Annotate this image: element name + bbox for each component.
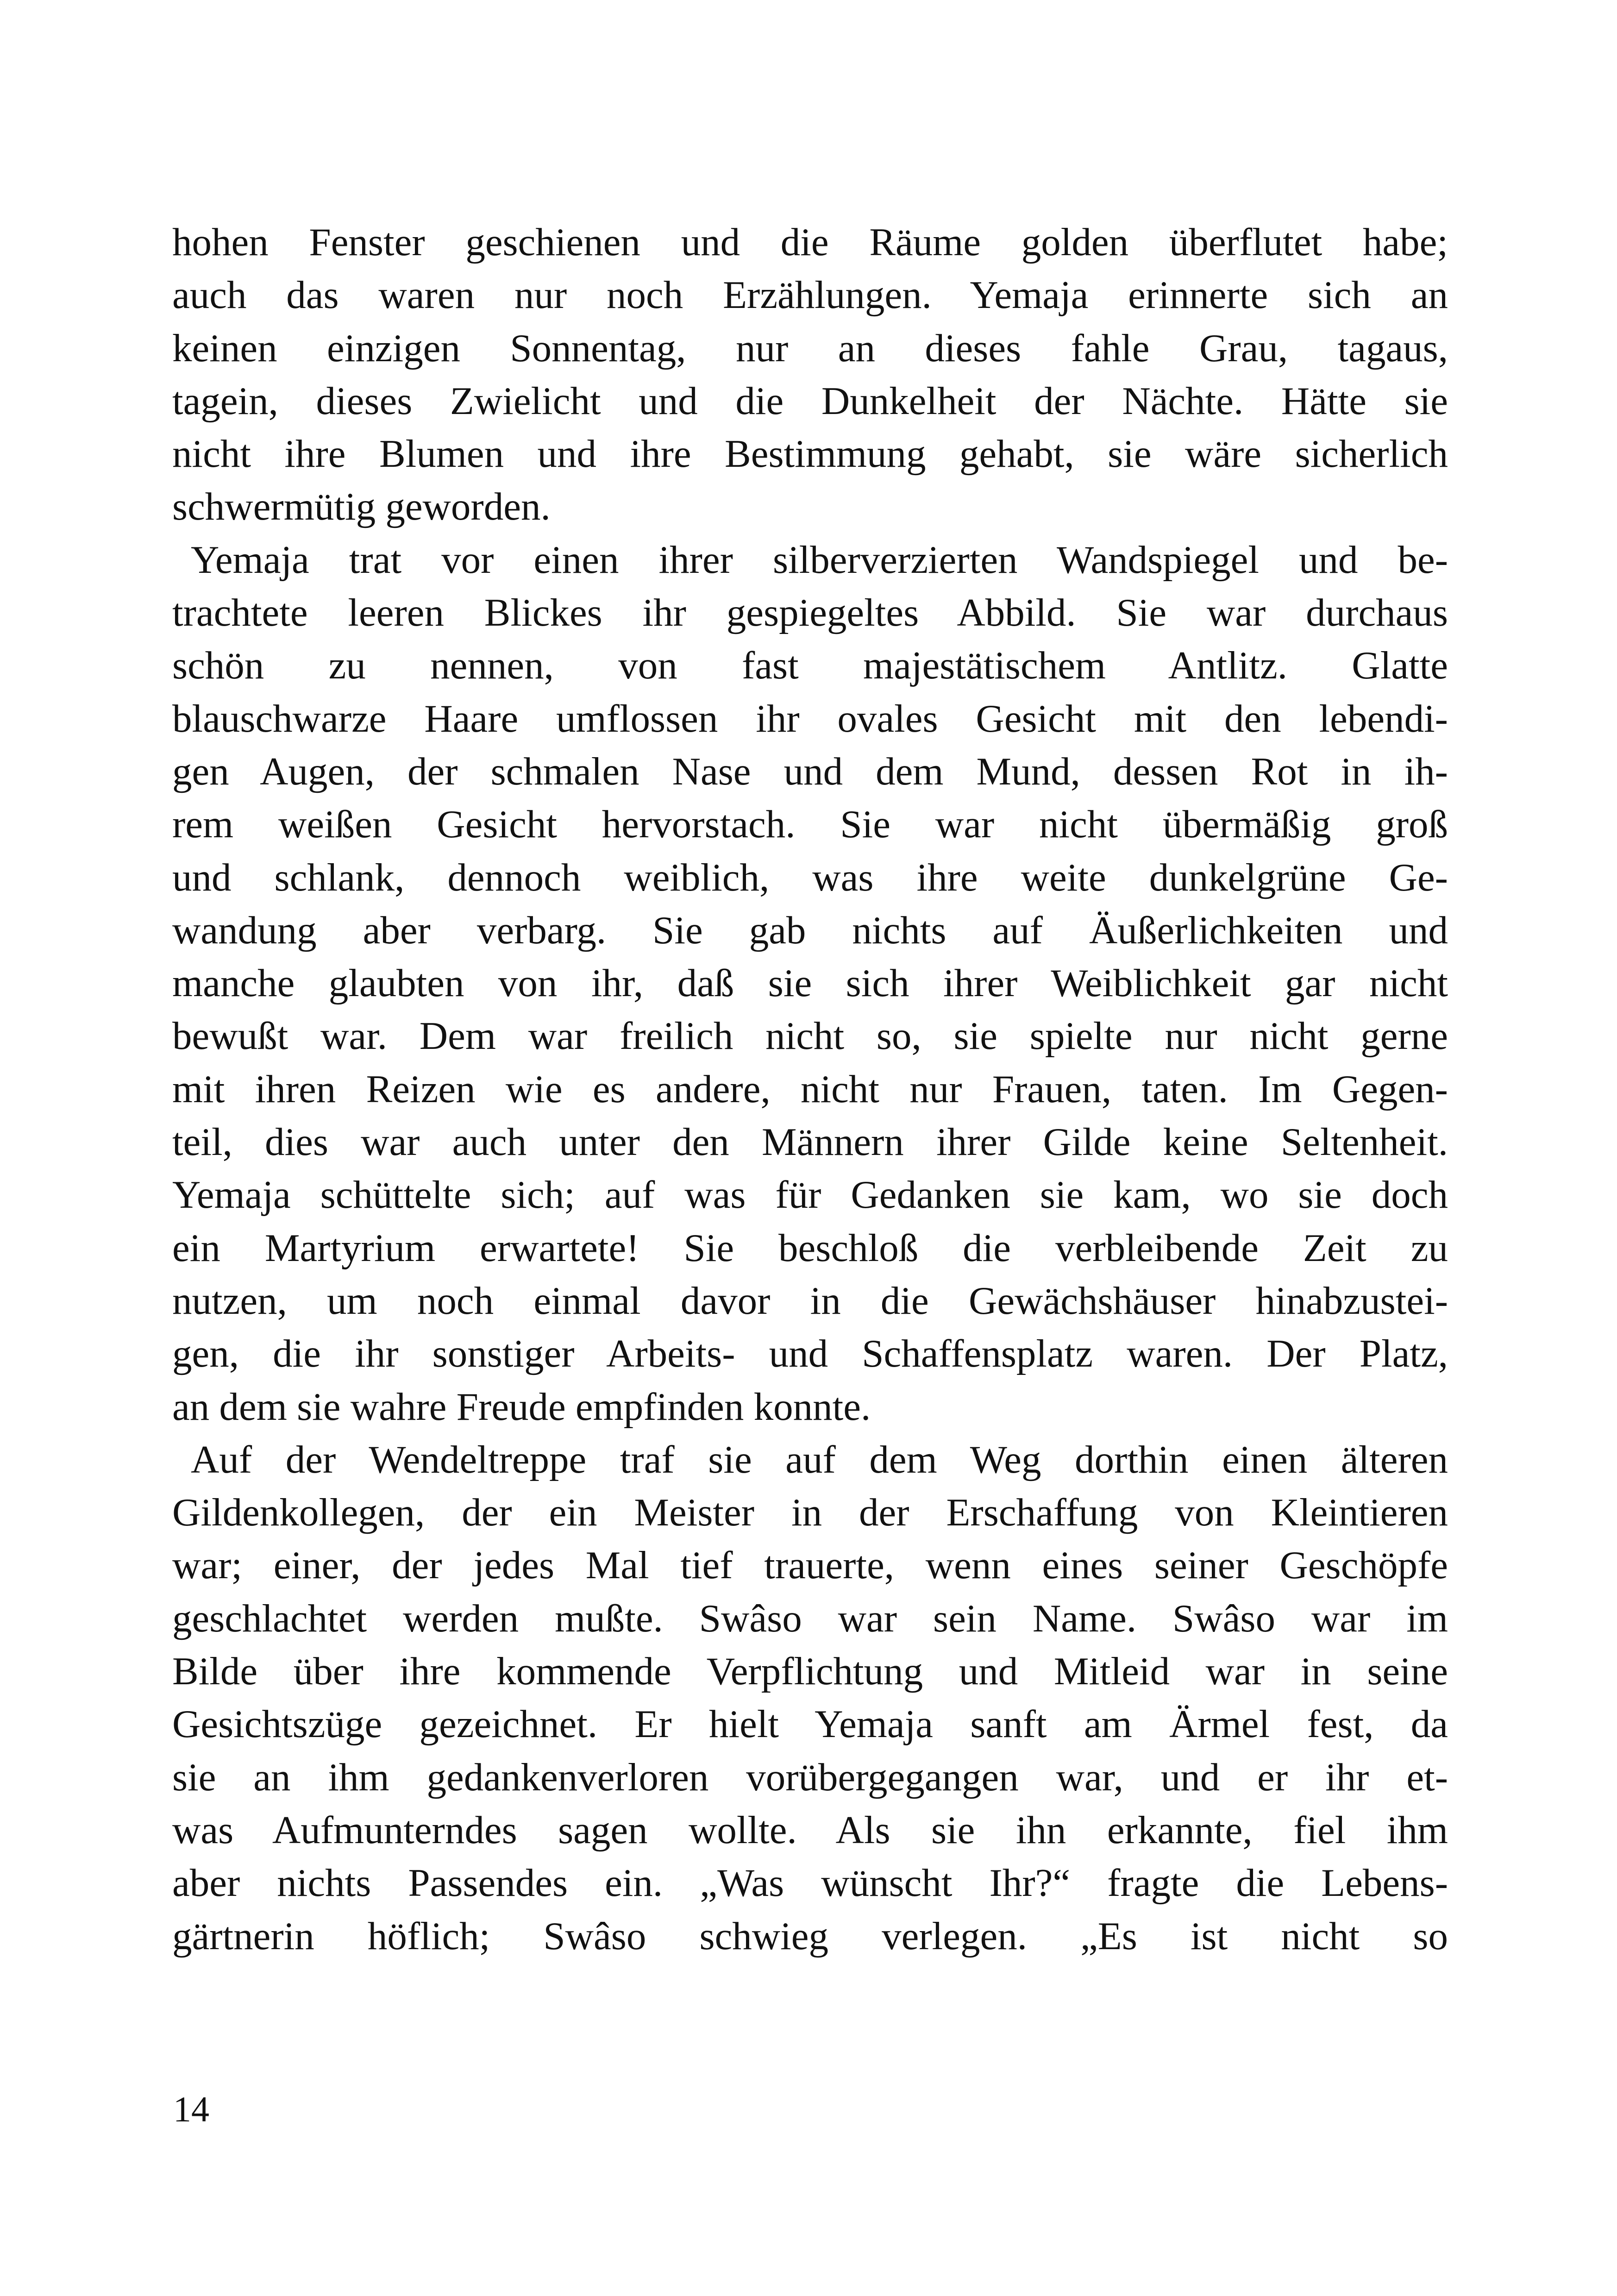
text-line: geschlachtet werden mußte. Swâso war sein Name. Swâso war im <box>172 1596 1448 1640</box>
text-line: gen, die ihr sonstiger Arbeits- und Schaffensplatz waren. Der Platz, <box>172 1332 1448 1376</box>
text-line: war; einer, der jedes Mal tief trauerte, wenn eines seiner Geschöpfe <box>172 1543 1448 1587</box>
text-line: schön zu nennen, von fast majestätischem Antlitz. Glatte <box>172 644 1448 688</box>
page-number: 14 <box>173 2089 209 2129</box>
text-line: teil, dies war auch unter den Männern ihrer Gilde keine Seltenheit. <box>172 1120 1448 1164</box>
text-line: wandung aber verbarg. Sie gab nichts auf Äußerlichkeiten und <box>172 908 1448 952</box>
text-line: trachtete leeren Blickes ihr gespiegeltes Abbild. Sie war durchaus <box>172 591 1448 635</box>
text-line: gen Augen, der schmalen Nase und dem Mund, dessen Rot in ih- <box>172 749 1448 793</box>
text-line: manche glaubten von ihr, daß sie sich ihrer Weiblichkeit gar nicht <box>172 961 1448 1005</box>
text-line: schwermütig geworden. <box>172 485 551 529</box>
text-line: tagein, dieses Zwielicht und die Dunkelheit der Nächte. Hätte sie <box>172 379 1448 423</box>
text-line: Yemaja trat vor einen ihrer silberverzierten Wandspiegel und be- <box>191 538 1448 582</box>
text-line: und schlank, dennoch weiblich, was ihre weite dunkelgrüne Ge- <box>172 855 1448 899</box>
text-line: Yemaja schüttelte sich; auf was für Gedanken sie kam, wo sie doch <box>172 1173 1448 1217</box>
text-line: auch das waren nur noch Erzählungen. Yemaja erinnerte sich an <box>172 273 1448 317</box>
body-text <box>172 216 1448 1963</box>
text-line: gärtnerin höflich; Swâso schwieg verlegen. „Es ist nicht so <box>172 1914 1448 1958</box>
text-line: an dem sie wahre Freude empfinden konnte. <box>172 1385 871 1429</box>
text-line: Bilde über ihre kommende Verpflichtung und Mitleid war in seine <box>172 1650 1448 1694</box>
text-line: nutzen, um noch einmal davor in die Gewächshäuser hinabzustei- <box>172 1279 1448 1323</box>
text-line: rem weißen Gesicht hervorstach. Sie war nicht übermäßig groß <box>172 803 1448 847</box>
text-line: hohen Fenster geschienen und die Räume golden überflutet habe; <box>172 220 1448 264</box>
text-line: blauschwarze Haare umflossen ihr ovales Gesicht mit den lebendi- <box>172 696 1448 740</box>
text-line: Gildenkollegen, der ein Meister in der Erschaffung von Kleintieren <box>172 1491 1448 1535</box>
text-line: was Aufmunterndes sagen wollte. Als sie ihn erkannte, fiel ihm <box>172 1808 1448 1852</box>
text-line: sie an ihm gedankenverloren vorübergegangen war, und er ihr et- <box>172 1755 1448 1799</box>
text-line: keinen einzigen Sonnentag, nur an dieses fahle Grau, tagaus, <box>172 326 1448 370</box>
text-line: aber nichts Passendes ein. „Was wünscht Ihr?“ fragte die Lebens- <box>172 1861 1448 1905</box>
text-line: Auf der Wendeltreppe traf sie auf dem Weg dorthin einen älteren <box>191 1437 1448 1481</box>
text-line: Gesichtszüge gezeichnet. Er hielt Yemaja sanft am Ärmel fest, da <box>172 1702 1448 1746</box>
text-line: ein Martyrium erwartete! Sie beschloß die verbleibende Zeit zu <box>172 1226 1448 1270</box>
text-line: bewußt war. Dem war freilich nicht so, sie spielte nur nicht gerne <box>172 1014 1448 1058</box>
text-line: nicht ihre Blumen und ihre Bestimmung gehabt, sie wäre sicherlich <box>172 432 1448 476</box>
text-line: mit ihren Reizen wie es andere, nicht nur Frauen, taten. Im Gegen- <box>172 1067 1448 1111</box>
